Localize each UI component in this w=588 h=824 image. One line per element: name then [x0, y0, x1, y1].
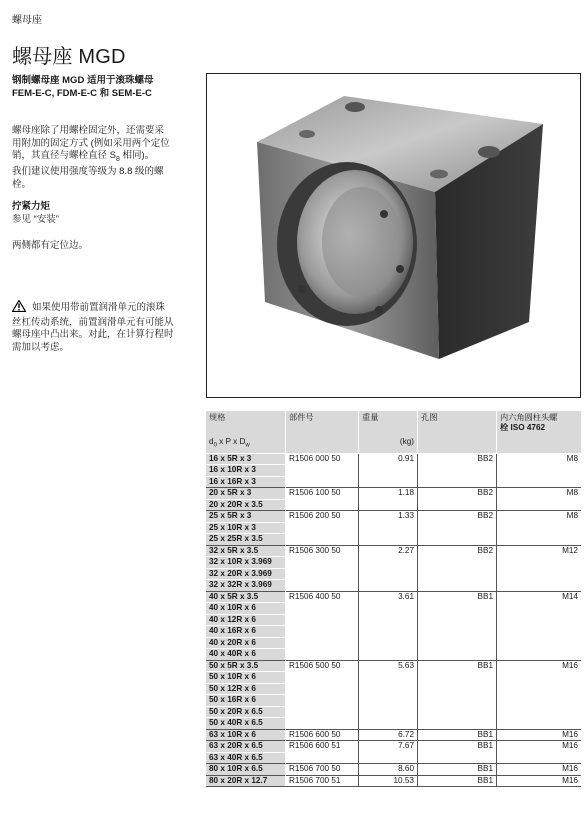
size-cell: 25 x 10R x 3 — [206, 522, 286, 534]
product-photo — [206, 73, 581, 398]
part-number-cell: R1506 700 51 — [286, 775, 359, 787]
front-hole-1 — [380, 210, 388, 218]
fixing-line-1: 螺母座除了用螺栓固定外，还需要采 — [12, 125, 165, 136]
front-hole-4 — [298, 285, 306, 293]
weight-cell: 5.63 — [359, 660, 418, 729]
size-cell: 40 x 20R x 6 — [206, 637, 286, 649]
formula-sub-0: 0 — [213, 442, 217, 449]
part-number-cell: R1506 000 50 — [286, 453, 359, 488]
table-row — [206, 729, 581, 741]
bolt-cell: M12 — [497, 545, 582, 591]
fixing-line-5: 栓。 — [12, 178, 32, 190]
col-weight-label: 重量 — [362, 413, 379, 422]
bolt-cell: M8 — [497, 488, 582, 511]
size-cell: 40 x 40R x 6 — [206, 649, 286, 661]
subtitle-line-2: FEM-E-C, FDM-E-C 和 SEM-E-C — [12, 88, 152, 99]
col-weight-unit: (kg) — [399, 436, 414, 446]
weight-cell: 6.72 — [359, 729, 418, 741]
size-cell: 50 x 10R x 6 — [206, 672, 286, 684]
top-hole-1 — [345, 102, 365, 112]
table-row — [206, 764, 581, 776]
part-number-cell: R1506 700 50 — [286, 764, 359, 776]
col-size-label: 规格 — [209, 413, 226, 422]
table-row — [206, 545, 581, 557]
hole-pattern-cell: BB1 — [418, 729, 497, 741]
warning-line-1 — [12, 300, 202, 317]
subtitle-line-1: 钢制螺母座 MGD 适用于滚珠螺母 — [12, 75, 154, 86]
size-cell: 50 x 12R x 6 — [206, 683, 286, 695]
formula-mid: x P x D — [216, 436, 246, 446]
bolt-cell: M16 — [497, 741, 582, 764]
size-cell: 32 x 5R x 3.5 — [206, 545, 286, 557]
size-cell: 50 x 5R x 3.5 — [206, 660, 286, 672]
size-cell: 50 x 16R x 6 — [206, 695, 286, 707]
hole-pattern-cell: BB1 — [418, 660, 497, 729]
bolt-cell: M16 — [497, 729, 582, 741]
bore-inner — [322, 187, 402, 297]
warning-line-4: 需加以考虑。 — [12, 341, 70, 353]
table-row — [206, 453, 581, 465]
table-row — [206, 511, 581, 523]
warning-icon — [12, 300, 26, 317]
bolt-cell: M8 — [497, 453, 582, 488]
top-hole-3 — [478, 146, 500, 158]
weight-cell: 8.60 — [359, 764, 418, 776]
note-text: 两侧都有定位边。 — [12, 240, 89, 251]
hole-pattern-cell: BB1 — [418, 591, 497, 660]
hole-pattern-cell: BB1 — [418, 741, 497, 764]
bolt-diameter-subscript: 8 — [115, 155, 120, 163]
page-title: 螺母座 MGD — [12, 46, 126, 68]
subtitle — [12, 74, 202, 100]
spec-table — [206, 411, 581, 787]
col-size — [206, 411, 286, 453]
bolt-cell: M16 — [497, 764, 582, 776]
fixing-line-2: 用附加的固定方式 (例如采用两个定位 — [12, 137, 170, 149]
bolt-cell: M14 — [497, 591, 582, 660]
weight-cell: 1.33 — [359, 511, 418, 546]
hole-pattern-cell: BB2 — [418, 488, 497, 511]
part-number-cell: R1506 300 50 — [286, 545, 359, 591]
col-bolt-line-1: 内六角圆柱头螺 — [500, 413, 558, 422]
hole-pattern-cell: BB2 — [418, 545, 497, 591]
part-number-cell: R1506 100 50 — [286, 488, 359, 511]
weight-cell: 2.27 — [359, 545, 418, 591]
bolt-cell: M16 — [497, 775, 582, 787]
col-part: 部件号 — [286, 411, 359, 453]
weight-cell: 10.53 — [359, 775, 418, 787]
bolt-cell: M16 — [497, 660, 582, 729]
weight-cell: 3.61 — [359, 591, 418, 660]
front-hole-3 — [375, 306, 383, 314]
size-cell: 20 x 20R x 3.5 — [206, 499, 286, 511]
size-cell: 50 x 40R x 6.5 — [206, 718, 286, 730]
size-cell: 25 x 25R x 3.5 — [206, 534, 286, 546]
front-hole-2 — [396, 265, 404, 273]
hole-pattern-cell: BB1 — [418, 775, 497, 787]
size-cell: 80 x 20R x 12.7 — [206, 775, 286, 787]
col-size-formula — [209, 437, 282, 451]
top-hole-4 — [430, 170, 448, 179]
table-row — [206, 488, 581, 500]
size-cell: 40 x 10R x 6 — [206, 603, 286, 615]
part-number-cell: R1506 200 50 — [286, 511, 359, 546]
hole-pattern-cell: BB2 — [418, 453, 497, 488]
size-cell: 32 x 10R x 3.969 — [206, 557, 286, 569]
weight-cell: 1.18 — [359, 488, 418, 511]
table-row — [206, 775, 581, 787]
col-bolt-line-2: 栓 ISO 4762 — [500, 422, 546, 432]
col-weight — [359, 411, 418, 453]
size-cell: 16 x 5R x 3 — [206, 453, 286, 465]
table-row — [206, 741, 581, 753]
size-cell: 20 x 5R x 3 — [206, 488, 286, 500]
size-cell: 40 x 5R x 3.5 — [206, 591, 286, 603]
torque-heading: 拧紧力矩 — [12, 201, 51, 212]
warning-block — [12, 300, 202, 354]
part-number-cell: R1506 400 50 — [286, 591, 359, 660]
size-cell: 25 x 5R x 3 — [206, 511, 286, 523]
top-hole-2 — [299, 130, 315, 138]
size-cell: 16 x 10R x 3 — [206, 465, 286, 477]
size-cell: 63 x 20R x 6.5 — [206, 741, 286, 753]
formula-sub-w: w — [245, 442, 250, 449]
spec-table-body — [206, 453, 581, 787]
torque-section — [12, 201, 194, 226]
size-cell: 32 x 20R x 3.969 — [206, 568, 286, 580]
bolt-cell: M8 — [497, 511, 582, 546]
table-row — [206, 660, 581, 672]
warning-line-1-text: 如果使用带前置润滑单元的滚珠 — [32, 302, 166, 313]
warning-line-3: 螺母座中凸出来。对此，在计算行程时 — [12, 329, 174, 340]
torque-text: 参见 “安装” — [12, 213, 59, 225]
size-cell: 40 x 12R x 6 — [206, 614, 286, 626]
size-cell: 50 x 20R x 6.5 — [206, 706, 286, 718]
size-cell: 40 x 16R x 6 — [206, 626, 286, 638]
part-number-cell: R1506 500 50 — [286, 660, 359, 729]
breadcrumb: 螺母座 — [12, 15, 42, 26]
part-number-cell: R1506 600 51 — [286, 741, 359, 764]
size-cell: 80 x 10R x 6.5 — [206, 764, 286, 776]
fixing-paragraph — [12, 125, 194, 191]
part-number-cell: R1506 600 50 — [286, 729, 359, 741]
size-cell: 63 x 10R x 6 — [206, 729, 286, 741]
fixing-line-3-a: 销，其直径与螺栓直径 S — [12, 150, 116, 161]
hole-pattern-cell: BB2 — [418, 511, 497, 546]
warning-line-2: 丝杠传动系统，前置润滑单元有可能从 — [12, 316, 174, 328]
fixing-line-3 — [12, 150, 194, 166]
table-row — [206, 591, 581, 603]
size-cell: 16 x 16R x 3 — [206, 476, 286, 488]
size-cell: 63 x 40R x 6.5 — [206, 752, 286, 764]
hole-pattern-cell: BB1 — [418, 764, 497, 776]
weight-cell: 7.67 — [359, 741, 418, 764]
weight-cell: 0.91 — [359, 453, 418, 488]
fixing-line-3-b: 相同)。 — [119, 150, 155, 161]
col-bolt — [497, 411, 582, 453]
col-hole: 孔图 — [418, 411, 497, 453]
formula-d: d — [209, 436, 214, 446]
nut-housing-illustration — [207, 74, 580, 397]
size-cell: 32 x 32R x 3.969 — [206, 580, 286, 592]
fixing-line-4: 我们建议使用强度等级为 8.8 级的螺 — [12, 166, 164, 178]
